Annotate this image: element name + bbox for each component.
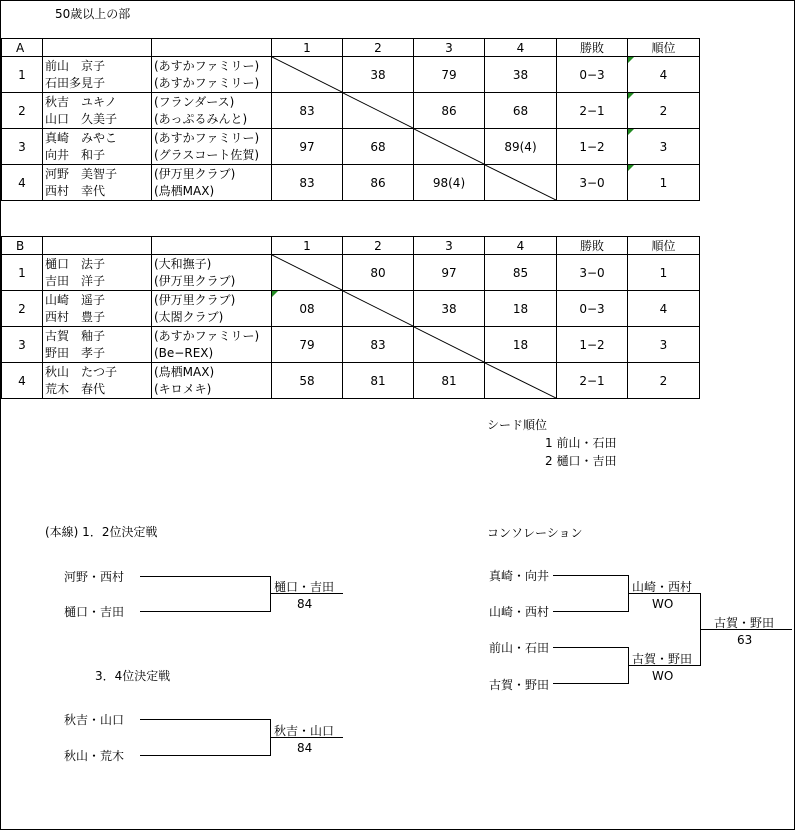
player-1-name: 秋吉 ユキノ: [45, 94, 117, 109]
third-place-bottom-pair: 秋山・荒木: [64, 749, 125, 763]
score-value: 89(4): [504, 139, 537, 154]
score-value: 97: [441, 265, 457, 280]
header-cell: 2: [343, 237, 414, 255]
score-value: 18: [512, 337, 529, 352]
player-2-name: 西村 幸代: [45, 183, 106, 198]
player-1-name: 前山 京子: [45, 58, 106, 73]
team-number: 1: [2, 57, 43, 93]
player-1-club: (大和撫子): [154, 256, 212, 271]
rank-value: 3: [659, 139, 668, 154]
header-cell: 4: [485, 237, 557, 255]
score-value: 97: [299, 139, 315, 154]
score-value: 18: [512, 301, 529, 316]
player-1-name: 古賀 釉子: [45, 328, 106, 343]
score-value: 86: [441, 103, 457, 118]
rank-value: 2: [659, 103, 668, 118]
header-cell: 順位: [628, 237, 700, 255]
player-1-club: (伊万里クラブ): [154, 292, 236, 307]
consolation-m1-bottom-pair: 山崎・西村: [489, 605, 550, 619]
third-place-winner: 秋吉・山口: [274, 724, 335, 738]
player-2-club: (あすかファミリー): [154, 75, 260, 90]
consolation-final-score: 63: [737, 633, 753, 647]
seed-title: シード順位: [487, 418, 548, 432]
header-cell: 勝敗: [557, 237, 628, 255]
team-number: 2: [2, 291, 43, 327]
player-2-club: (Be−REX): [154, 345, 214, 360]
group-label: B: [2, 237, 43, 255]
rank-value: 4: [659, 301, 668, 316]
score-value: 80: [370, 265, 386, 280]
player-2-name: 西村 豊子: [45, 309, 106, 324]
main-final-top-pair: 河野・西村: [64, 570, 125, 584]
win-loss-record: 0−3: [557, 291, 628, 327]
rank-value: 2: [659, 373, 668, 388]
team-number: 3: [2, 129, 43, 165]
rank-value: 3: [659, 337, 668, 352]
player-2-name: 野田 孝子: [45, 345, 106, 360]
team-number: 4: [2, 363, 43, 399]
third-place-score: 84: [297, 741, 313, 755]
header-cell: 3: [414, 237, 485, 255]
player-2-name: 山口 久美子: [45, 111, 118, 126]
header-cell: 順位: [628, 39, 700, 57]
rank-value: 1: [659, 175, 668, 190]
consolation-final-winner: 古賀・野田: [714, 616, 775, 630]
win-loss-record: 0−3: [557, 57, 628, 93]
score-value: 38: [370, 67, 386, 82]
main-final-bottom-pair: 樋口・吉田: [64, 605, 125, 619]
score-value: 38: [441, 301, 457, 316]
team-number: 4: [2, 165, 43, 201]
win-loss-record: 3−0: [557, 255, 628, 291]
team-number: 2: [2, 93, 43, 129]
player-2-club: (鳥栖MAX): [154, 183, 215, 198]
third-place-title: 3．4位決定戦: [95, 669, 171, 683]
player-2-name: 向井 和子: [45, 147, 106, 162]
consolation-m1-score: WO: [652, 597, 674, 611]
seed-item-2: 2 樋口・吉田: [545, 454, 617, 468]
player-1-name: 秋山 たつ子: [45, 364, 118, 379]
consolation-m1-winner: 山崎・西村: [632, 580, 693, 594]
player-2-name: 吉田 洋子: [45, 273, 106, 288]
player-2-club: (グラスコート佐賀): [154, 147, 260, 162]
score-value: 85: [512, 265, 529, 280]
player-2-club: (あっぷるみんと): [154, 111, 248, 126]
player-2-club: (伊万里クラブ): [154, 273, 236, 288]
player-2-club: (太閤クラブ): [154, 309, 224, 324]
score-value: 81: [370, 373, 386, 388]
score-value: 86: [370, 175, 386, 190]
win-loss-record: 3−0: [557, 165, 628, 201]
consolation-m1-top-pair: 真崎・向井: [489, 569, 550, 583]
consolation-m2-bottom-pair: 古賀・野田: [489, 678, 550, 692]
third-place-top-pair: 秋吉・山口: [64, 713, 125, 727]
score-value: 83: [299, 175, 315, 190]
score-value: 83: [299, 103, 315, 118]
consolation-m2-score: WO: [652, 669, 674, 683]
team-number: 1: [2, 255, 43, 291]
score-value: 58: [299, 373, 315, 388]
player-1-name: 山崎 遥子: [45, 292, 106, 307]
score-value: 79: [299, 337, 315, 352]
header-cell: 4: [485, 39, 557, 57]
win-loss-record: 1−2: [557, 129, 628, 165]
score-value: 68: [370, 139, 386, 154]
player-1-club: (フランダース): [154, 94, 235, 109]
rank-value: 4: [659, 67, 668, 82]
player-2-name: 石田多見子: [45, 75, 106, 90]
win-loss-record: 2−1: [557, 93, 628, 129]
header-cell: 3: [414, 39, 485, 57]
player-1-club: (あすかファミリー): [154, 130, 260, 145]
player-2-name: 荒木 春代: [45, 381, 106, 396]
header-cell: 1: [272, 237, 343, 255]
page-title: 50歳以上の部: [55, 7, 131, 21]
score-value: 81: [441, 373, 457, 388]
win-loss-record: 1−2: [557, 327, 628, 363]
consolation-m2-winner: 古賀・野田: [632, 652, 693, 666]
header-cell: 1: [272, 39, 343, 57]
group-label: A: [2, 39, 43, 57]
player-1-name: 真崎 みやこ: [45, 130, 118, 145]
header-cell: 2: [343, 39, 414, 57]
player-1-name: 河野 美智子: [45, 166, 118, 181]
header-cell: 勝敗: [557, 39, 628, 57]
score-value: 68: [512, 103, 529, 118]
consolation-m2-top-pair: 前山・石田: [489, 641, 550, 655]
main-final-score: 84: [297, 597, 313, 611]
score-value: 38: [512, 67, 529, 82]
score-value: 08: [299, 301, 315, 316]
consolation-title: コンソレーション: [487, 526, 583, 540]
win-loss-record: 2−1: [557, 363, 628, 399]
seed-item-1: 1 前山・石田: [545, 436, 617, 450]
score-value: 98(4): [432, 175, 466, 190]
player-1-club: (伊万里クラブ): [154, 166, 236, 181]
score-value: 79: [441, 67, 457, 82]
rank-value: 1: [659, 265, 668, 280]
player-2-club: (キロメキ): [154, 381, 212, 396]
player-1-club: (あすかファミリー): [154, 328, 260, 343]
player-1-club: (あすかファミリー): [154, 58, 260, 73]
player-1-club: (鳥栖MAX): [154, 364, 215, 379]
team-number: 3: [2, 327, 43, 363]
score-value: 83: [370, 337, 386, 352]
main-final-title: (本線) 1．2位決定戦: [45, 525, 158, 539]
player-1-name: 樋口 法子: [45, 256, 106, 271]
main-final-winner: 樋口・吉田: [274, 580, 335, 594]
